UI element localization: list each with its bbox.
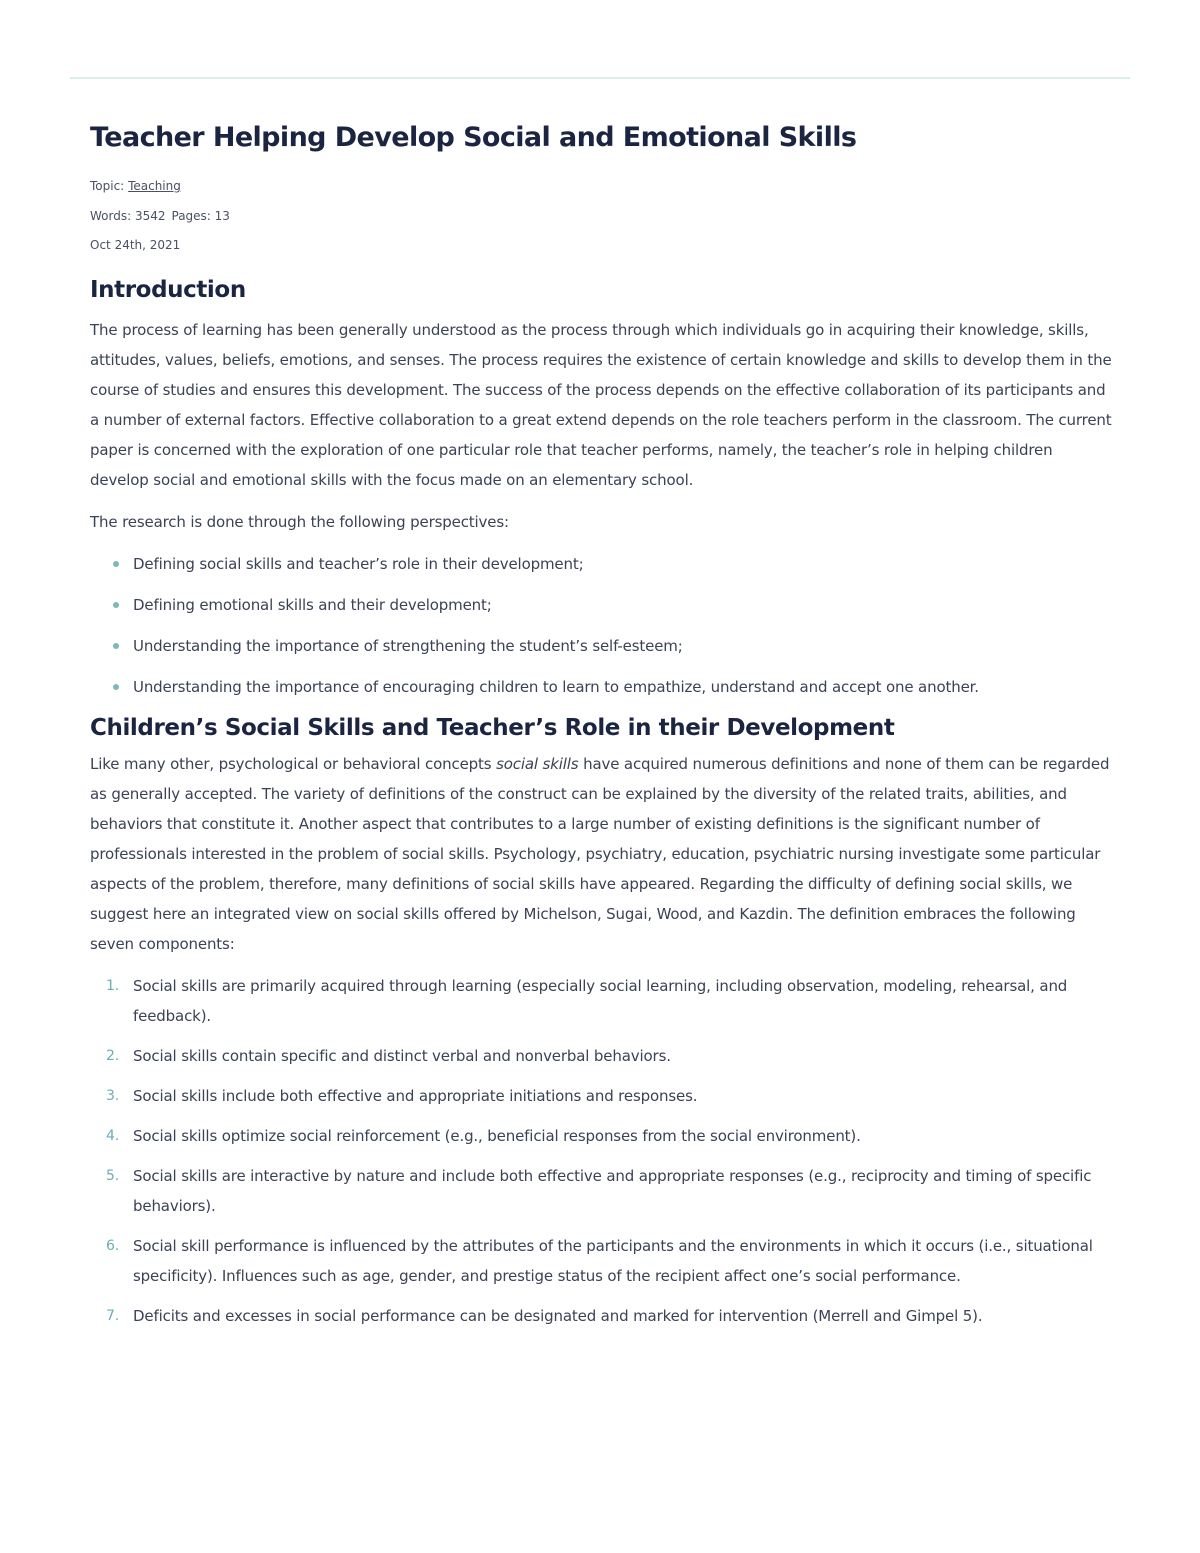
emphasis-term: social skills — [496, 755, 579, 773]
list-item: Defining emotional skills and their development; — [90, 590, 1114, 620]
list-number: 2. — [106, 1048, 120, 1064]
word-page-count — [90, 208, 1114, 224]
list-item: 5. Social skills are interactive by nature and include both effective and appropriate responses (e.g., reciprocity and timing of specific behaviors). — [90, 1161, 1114, 1221]
list-item: 2. Social skills contain specific and distinct verbal and nonverbal behaviors. — [90, 1041, 1114, 1071]
list-number: 1. — [106, 978, 120, 994]
list-item: 4. Social skills optimize social reinforcement (e.g., beneficial responses from the social environment). — [90, 1121, 1114, 1151]
bullet-dot — [113, 561, 119, 567]
list-number: 4. — [106, 1128, 120, 1144]
perspectives-list — [90, 549, 1114, 702]
list-item: Understanding the importance of strengthening the student’s self-esteem; — [90, 631, 1114, 661]
list-item: Defining social skills and teacher’s role in their development; — [90, 549, 1114, 579]
bullet-dot — [113, 684, 119, 690]
section-heading: Children’s Social Skills and Teacher’s Role in their Development — [90, 715, 895, 741]
list-item: 1. Social skills are primarily acquired through learning (especially social learning, including observation, modeling, rehearsal, and feedback). — [90, 971, 1114, 1031]
topic-link[interactable]: Teaching — [128, 179, 181, 193]
list-number: 7. — [106, 1308, 120, 1324]
list-item: Understanding the importance of encouraging children to learn to empathize, understand and accept one another. — [90, 672, 1114, 702]
bullet-dot — [113, 643, 119, 649]
topic-label: Topic: — [90, 179, 125, 193]
page-count: Pages: 13 — [171, 208, 230, 223]
components-list — [90, 971, 1114, 1331]
list-item: 6. Social skill performance is influenced by the attributes of the participants and the environments in which it occurs (i.e., situational specificity). Influences such as age, gender, and prestige status of the recipient affect one’s social performance. — [90, 1231, 1114, 1291]
list-number: 3. — [106, 1088, 120, 1104]
list-number: 6. — [106, 1238, 120, 1254]
list-item: 3. Social skills include both effective and appropriate initiations and responses. — [90, 1081, 1114, 1111]
publish-date: Oct 24th, 2021 — [90, 238, 181, 252]
intro-lead-in: The research is done through the following perspectives: — [90, 513, 509, 531]
topic-line — [90, 178, 1114, 194]
bullet-dot — [113, 602, 119, 608]
intro-heading: Introduction — [90, 277, 246, 303]
top-divider — [70, 77, 1130, 79]
list-number: 5. — [106, 1168, 120, 1184]
word-count: Words: 3542 — [90, 208, 166, 223]
page-title: Teacher Helping Develop Social and Emotional Skills — [90, 122, 857, 153]
essay-content — [90, 118, 1114, 1341]
list-item: 7. Deficits and excesses in social performance can be designated and marked for intervention (Merrell and Gimpel 5). — [90, 1301, 1114, 1331]
intro-paragraph: The process of learning has been generally understood as the process through which individuals go in acquiring their knowledge, skills, attitudes, values, beliefs, emotions, and senses. The process requires the existence of certain knowledge and skills to develop them in the course of studies and ensures this development. The success of the process depends on the effective collaboration of its participants and a number of external factors. Effective collaboration to a great extend depends on the role teachers perform in the classroom. The current paper is concerned with the exploration of one particular role that teacher performs, namely, the teacher’s role in helping children develop social and emotional skills with the focus made on an elementary school. — [90, 321, 1112, 489]
social-skills-paragraph: Like many other, psychological or behavioral concepts social skills have acquired numerous definitions and none of them can be regarded as generally accepted. The variety of definitions of the construct can be explained by the diversity of the related traits, abilities, and behaviors that constitute it. Another aspect that contributes to a large number of existing definitions is the significant number of professionals interested in the problem of social skills. Psychology, psychiatry, education, psychiatric nursing investigate some particular aspects of the problem, therefore, many definitions of social skills have appeared. Regarding the difficulty of defining social skills, we suggest here an integrated view on social skills offered by Michelson, Sugai, Wood, and Kazdin. The definition embraces the following seven components: — [90, 755, 1110, 953]
